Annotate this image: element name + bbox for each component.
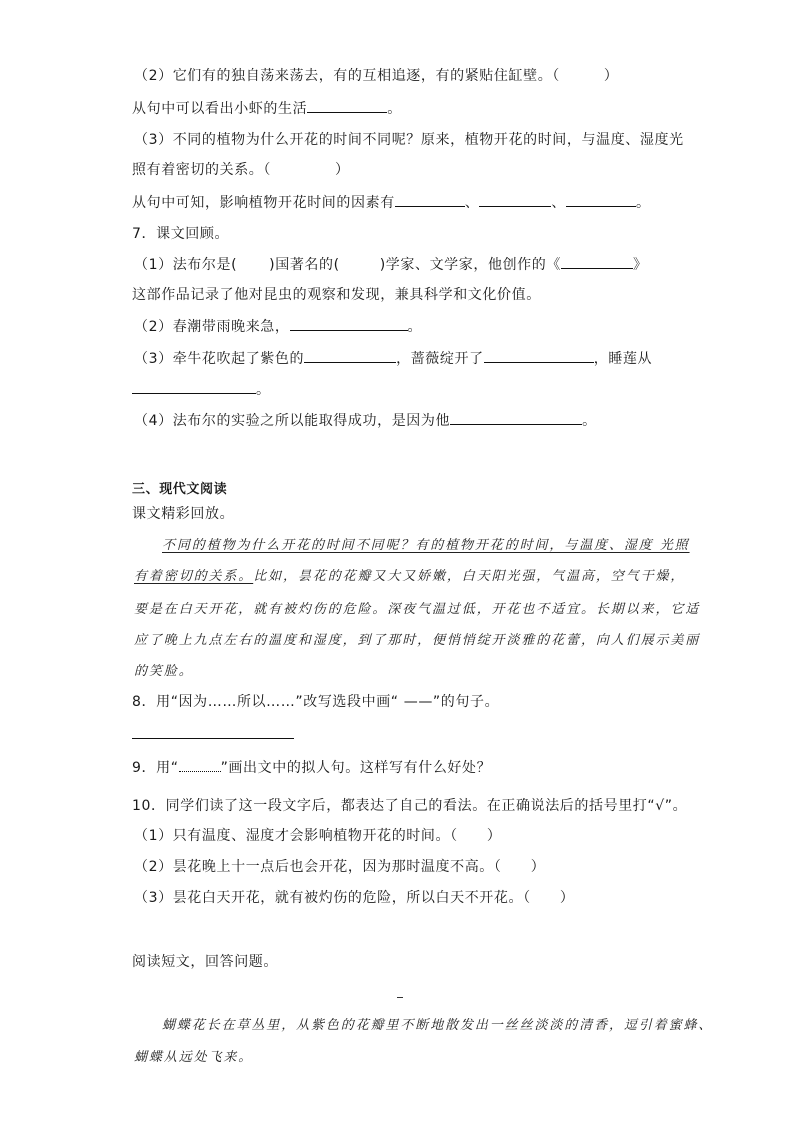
passage-line-3: 要是在白天开花，就有被灼伤的危险。深夜气温过低，开花也不适宜。长期以来，它适 [134, 602, 701, 617]
fill-blank[interactable] [566, 192, 636, 207]
passage-line-1: 不同的植物为什么开花的时间不同呢？有的植物开花的时间，与温度、湿度 光照 [162, 538, 690, 553]
q8-question: 8．用“因为……所以……”改写选段中画“ ——”的句子。 [132, 694, 500, 710]
q7-item4: （4）法布尔的实验之所以能取得成功，是因为他 。 [134, 410, 597, 431]
q10-title: 10．同学们读了这一段文字后，都表达了自己的看法。在正确说法后的括号里打“√”。 [132, 798, 688, 814]
q10-item1: （1）只有温度、湿度才会影响植物开花的时间。（ ） [134, 828, 502, 844]
q9-question: 9．用“ ”画出文中的拟人句。这样写有什么好处？ [132, 760, 492, 776]
q7-item1-line2: 这部作品记录了他对昆虫的观察和发现，兼具科学和文化价值。 [132, 287, 541, 303]
wavy-line-mark [179, 759, 221, 772]
reading-para-line-1: 蝴蝶花长在草丛里，从紫色的花瓣里不断地散发出一丝丝淡淡的清香，逗引着蜜蜂、 [162, 1018, 714, 1033]
section-subtitle: 课文精彩回放。 [132, 506, 235, 522]
section-heading: 三、现代文阅读 [132, 482, 228, 497]
reading-para-line-2: 蝴蝶从远处飞来。 [134, 1050, 254, 1065]
fill-blank[interactable] [450, 410, 582, 425]
q6-item3-line1: （3）不同的植物为什么开花的时间不同呢？原来，植物开花的时间，与温度、湿度光 [134, 132, 684, 148]
passage-line-4: 应了晚上九点左右的温度和湿度，到了那时，便悄悄绽开淡雅的花蕾，向人们展示美丽 [134, 633, 701, 648]
q6-item2-fill: 从句中可以看出小虾的生活 。 [132, 98, 402, 119]
fill-blank[interactable] [561, 254, 633, 269]
q7-item2: （2）春潮带雨晚来急， 。 [134, 316, 422, 337]
passage-line-2: 有着密切的关系。比如，昙花的花瓣又大又娇嫩，白天阳光强，气温高，空气干燥， [134, 569, 686, 584]
q7-item3-line2: 。 [132, 379, 271, 400]
q8-answer-line[interactable] [132, 738, 294, 739]
q7-item3: （3）牵牛花吹起了紫色的 ，蔷薇绽开了 ，睡莲从 [134, 348, 652, 369]
fill-blank[interactable] [290, 316, 408, 331]
q10-item2: （2）昙花晚上十一点后也会开花，因为那时温度不高。（ ） [134, 859, 546, 875]
fill-blank[interactable] [395, 192, 465, 207]
passage-line-5: 的笑脸。 [134, 664, 194, 679]
q6-item3-line2: 照有着密切的关系。（ ） [132, 162, 350, 178]
title-placeholder-dash [397, 997, 403, 998]
fill-blank[interactable] [484, 348, 594, 363]
q7-item1: （1）法布尔是( )国著名的( )学家、文学家，他创作的《 》 [134, 254, 648, 275]
fill-blank[interactable] [304, 348, 396, 363]
fill-blank[interactable] [132, 379, 256, 394]
q6-item2: （2）它们有的独自荡来荡去，有的互相追逐，有的紧贴住缸壁。（ ） [134, 68, 619, 84]
fill-blank[interactable] [307, 98, 387, 113]
q10-item3: （3）昙花白天开花，就有被灼伤的危险，所以白天不开花。（ ） [134, 890, 575, 906]
q7-title: 7．课文回顾。 [132, 226, 230, 242]
q6-item3-fill: 从句中可知，影响植物开花时间的因素有 、 、 。 [132, 192, 651, 213]
reading-instruction: 阅读短文，回答问题。 [132, 954, 278, 970]
q6-item2-text: （2）它们有的独自荡来荡去，有的互相追逐，有的紧贴住缸壁。（ [134, 68, 560, 84]
fill-blank[interactable] [479, 192, 551, 207]
